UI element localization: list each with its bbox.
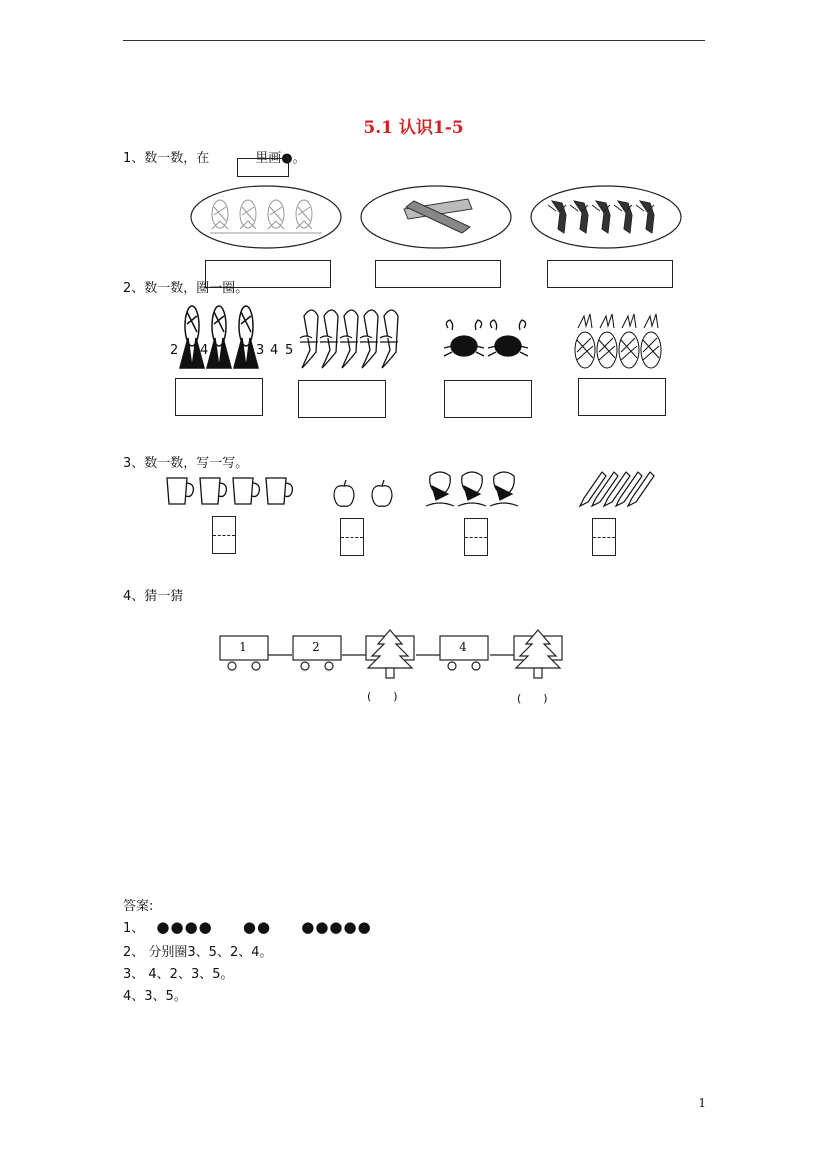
corn-icon bbox=[234, 306, 258, 368]
cup-icon bbox=[167, 478, 193, 504]
q2-parrot-group bbox=[298, 302, 408, 372]
question-1-end: 。 bbox=[292, 151, 306, 166]
answer-1-group-a: ●●●● bbox=[156, 918, 213, 936]
parrot-icon bbox=[340, 310, 358, 368]
cup-icon bbox=[233, 478, 259, 504]
answer-2: 2、 分别圈3、5、2、4。 bbox=[123, 945, 273, 960]
q2-corn-group bbox=[178, 302, 260, 372]
shrimp-icon bbox=[614, 201, 632, 233]
q3-cup-group bbox=[165, 474, 295, 508]
frog-icon bbox=[426, 472, 454, 506]
q2-number: 4 bbox=[200, 343, 209, 358]
q2-number: 5 bbox=[285, 343, 294, 358]
q3-pencil-group bbox=[578, 468, 654, 510]
corn-icon bbox=[180, 306, 204, 368]
answer-1-group-b: ●● bbox=[242, 918, 272, 936]
frog-icon bbox=[490, 472, 518, 506]
answer-4: 4、3、5。 bbox=[123, 989, 187, 1004]
write-box-3a[interactable] bbox=[212, 516, 236, 554]
question-1-dot: ● bbox=[281, 151, 293, 166]
answer-1-prefix: 1、 bbox=[123, 921, 145, 936]
header-rule bbox=[123, 40, 705, 41]
parrot-icon bbox=[320, 310, 338, 368]
answer-box-1c[interactable] bbox=[547, 260, 673, 288]
answer-box-2d[interactable] bbox=[578, 378, 666, 416]
q3-frog-group bbox=[422, 466, 526, 514]
corn-icon bbox=[296, 200, 312, 229]
frog-icon bbox=[458, 472, 486, 506]
answers-header: 答案: bbox=[123, 899, 154, 914]
shrimp-icon bbox=[636, 201, 654, 233]
write-box-3d[interactable] bbox=[592, 518, 616, 556]
write-box-3b[interactable] bbox=[340, 518, 364, 556]
shrimp-icon bbox=[570, 201, 588, 233]
cup-icon bbox=[266, 478, 292, 504]
answer-3: 3、 4、2、3、5。 bbox=[123, 967, 234, 982]
train-car-1-number: 1 bbox=[239, 640, 247, 654]
cup-icon bbox=[200, 478, 226, 504]
shrimp-icon bbox=[592, 201, 610, 233]
pineapple-icon bbox=[619, 314, 639, 368]
train-car-2-number: 2 bbox=[312, 640, 320, 654]
q2-number: 3 bbox=[256, 343, 265, 358]
q2-number: 4 bbox=[270, 343, 279, 358]
answer-box-1b[interactable] bbox=[375, 260, 501, 288]
answer-box-2c[interactable] bbox=[444, 380, 532, 418]
train bbox=[218, 626, 570, 682]
q2-pineapple-group bbox=[572, 314, 666, 372]
oval-ruler bbox=[360, 185, 512, 249]
question-4-label: 4、猜一猜 bbox=[123, 589, 184, 604]
question-3-label: 3、数一数，写一写。 bbox=[123, 456, 249, 471]
apple-icon bbox=[334, 480, 354, 506]
page-number: 1 bbox=[698, 1096, 706, 1110]
page-title: 5.1 认识1-5 bbox=[363, 118, 464, 138]
crab-icon bbox=[488, 320, 528, 356]
answer-1-group-c: ●●●●● bbox=[301, 918, 372, 936]
q2-crab-group bbox=[442, 318, 534, 364]
answer-box-2b[interactable] bbox=[298, 380, 386, 418]
guess-blank-1[interactable]: ( ) bbox=[367, 690, 398, 703]
corn-icon bbox=[207, 306, 231, 368]
corn-icon bbox=[268, 200, 284, 229]
answer-1 bbox=[123, 917, 372, 936]
write-box-3c[interactable] bbox=[464, 518, 488, 556]
pineapple-icon bbox=[597, 314, 617, 368]
parrot-icon bbox=[300, 310, 318, 368]
apple-icon bbox=[372, 480, 392, 506]
q3-apple-group bbox=[332, 478, 398, 510]
ruler-icon bbox=[404, 199, 472, 233]
parrot-icon bbox=[360, 310, 378, 368]
pineapple-icon bbox=[641, 314, 661, 368]
oval-corn bbox=[190, 185, 342, 249]
corn-icon bbox=[240, 200, 256, 229]
shrimp-icon bbox=[548, 201, 566, 233]
pineapple-icon bbox=[575, 314, 595, 368]
question-2-label: 2、数一数，圈一圈。 bbox=[123, 281, 249, 296]
q2-number: 2 bbox=[170, 343, 179, 358]
parrot-icon bbox=[380, 310, 398, 368]
train-car-4-number: 4 bbox=[459, 640, 467, 654]
corn-icon bbox=[212, 200, 228, 229]
question-1-suffix: 里画 bbox=[255, 151, 282, 166]
oval-shrimp bbox=[530, 185, 682, 249]
guess-blank-2[interactable]: ( ) bbox=[517, 692, 548, 705]
answer-box-2a[interactable] bbox=[175, 378, 263, 416]
crab-icon bbox=[444, 320, 484, 356]
question-1-prefix: 1、数一数，在 bbox=[123, 151, 210, 166]
question-1-sample-box bbox=[237, 158, 289, 177]
